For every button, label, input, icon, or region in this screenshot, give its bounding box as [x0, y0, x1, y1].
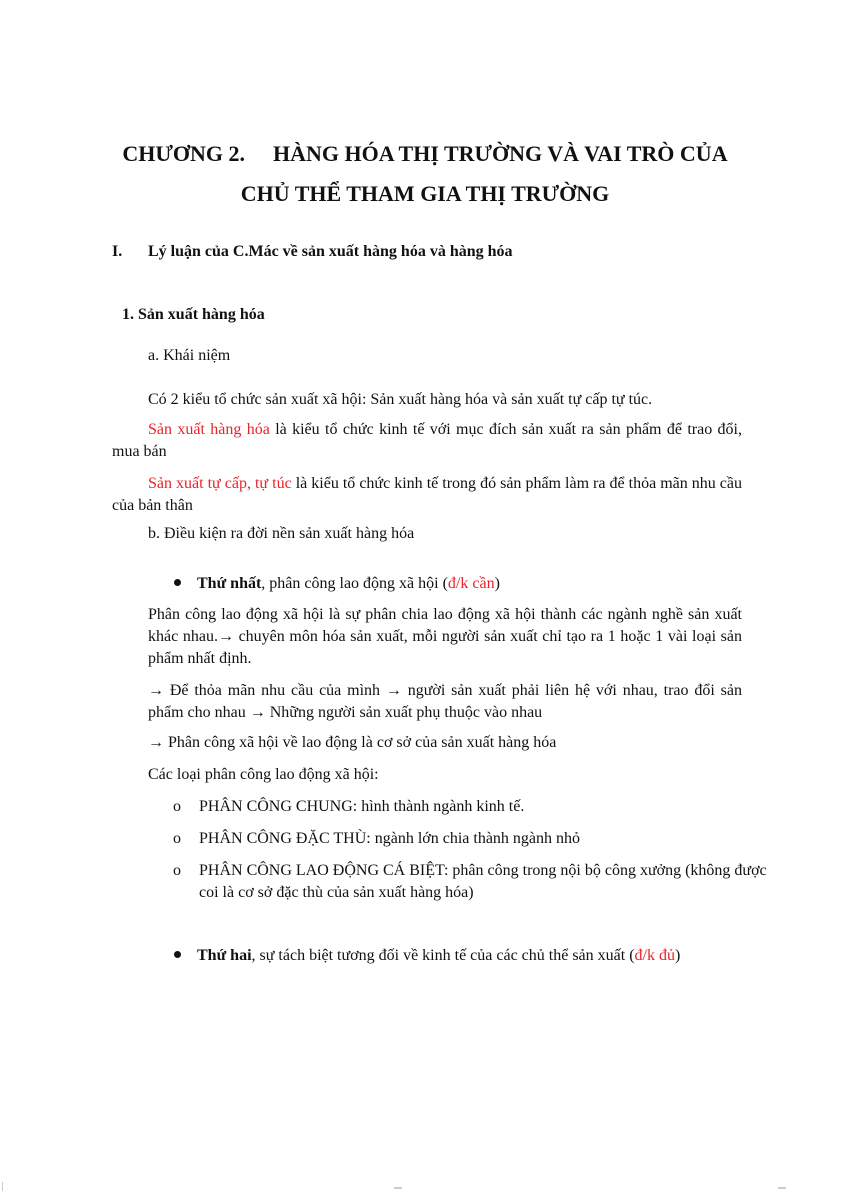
paragraph-1: Có 2 kiểu tổ chức sản xuất xã hội: Sản xuất hàng hóa và sản xuất tự cấp tự túc. [148, 391, 653, 408]
condition-note: đ/k đủ [634, 947, 675, 964]
list-item: o PHÂN CÔNG CHUNG: hình thành ngành kinh tế. [173, 796, 524, 818]
page-edge-mark [778, 1187, 786, 1189]
definition-self-sufficient: Sản xuất tự cấp, tự túc là kiểu tổ chức kinh tế trong đó sản phẩm làm ra để thỏa mãn nhu cầu của bản thân [112, 475, 743, 514]
list-marker: o [173, 798, 181, 815]
term-self-sufficient: Sản xuất tự cấp, tự túc [148, 475, 292, 492]
section-title: Lý luận của C.Mác về sản xuất hàng hóa và hàng hóa [148, 243, 513, 260]
term-commodity-production: Sản xuất hàng hóa [148, 421, 270, 438]
chapter-number: CHƯƠNG 2. [122, 141, 246, 166]
definition-commodity: Sản xuất hàng hóa là kiểu tổ chức kinh tế với mục đích sản xuất ra sản phẩm để trao đổi, mua bán [112, 421, 743, 460]
list-item: o PHÂN CÔNG ĐẶC THÙ: ngành lớn chia thành ngành nhỏ [173, 828, 580, 850]
subsection-heading: 1. Sản xuất hàng hóa [122, 306, 265, 323]
bullet-second: Thứ hai, sự tách biệt tương đối về kinh tế của các chủ thể sản xuất (đ/k đủ) [174, 945, 680, 967]
section-number: I. [112, 243, 123, 260]
list-marker: o [173, 830, 181, 847]
bullet-first: Thứ nhất, phân công lao động xã hội (đ/k cần) [174, 573, 500, 595]
chapter-title [100, 134, 750, 214]
chapter-title-line2: CHỦ THỂ THAM GIA THỊ TRƯỜNG [240, 181, 610, 206]
bullet-dot-icon [174, 951, 181, 958]
paragraph-3: → Để thỏa mãn nhu cầu của mình → người sản xuất phải liên hệ với nhau, trao đổi sản phẩm cho nhau → Những người sản xuất phụ thuộc vào nhau [148, 682, 742, 721]
page-edge-mark [2, 1182, 3, 1191]
heading-a: a. Khái niệm [148, 347, 231, 364]
condition-note: đ/k cần [447, 575, 495, 592]
paragraph-5: Các loại phân công lao động xã hội: [148, 766, 379, 783]
paragraph-2: Phân công lao động xã hội là sự phân chia lao động xã hội thành các ngành nghề sản xuất khác nhau.→ chuyên môn hóa sản xuất, mỗi người sản xuất chỉ tạo ra 1 hoặc 1 vài loại sản phẩm nhất định. [148, 606, 742, 667]
page-edge-mark [394, 1187, 402, 1189]
list-item: o PHÂN CÔNG LAO ĐỘNG CÁ BIỆT: phân công trong nội bộ công xưởng (không được coi là cơ sở đặc thù của sản xuất hàng hóa) [173, 862, 767, 901]
bullet-dot-icon [174, 579, 181, 586]
chapter-title-line1: HÀNG HÓA THỊ TRƯỜNG VÀ VAI TRÒ CỦA [273, 141, 728, 166]
list-marker: o [173, 862, 181, 879]
section-heading [112, 243, 513, 261]
heading-b: b. Điều kiện ra đời nền sản xuất hàng hóa [148, 525, 415, 542]
paragraph-4: → Phân công xã hội về lao động là cơ sở của sản xuất hàng hóa [148, 734, 557, 751]
